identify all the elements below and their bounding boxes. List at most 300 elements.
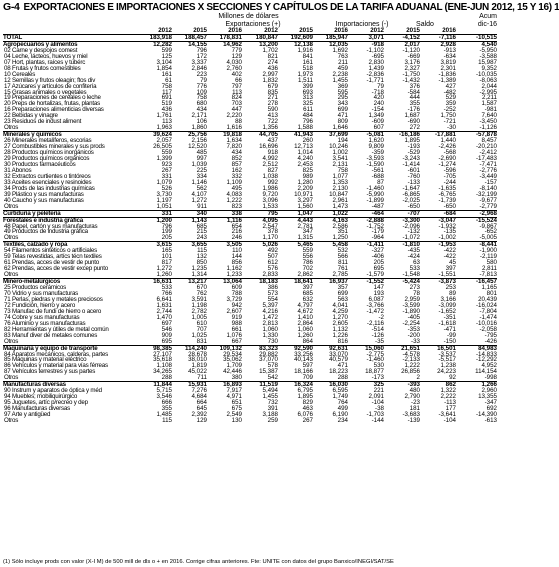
cell-value: -721 [443, 118, 456, 126]
cell-value: -17,483 [476, 155, 497, 163]
row-label: 39 Plástico y sus manufacturas [4, 190, 84, 198]
row-label: 22 Bebidas y vinagre [4, 112, 58, 120]
cell-value: 573 [267, 289, 278, 297]
cell-value: 2,862 [297, 271, 313, 279]
cell-value: 21,651 [384, 345, 420, 351]
cell-value: -8,140 [479, 184, 497, 192]
cell-value: -135 [443, 228, 456, 236]
cell-value: -3,047 [420, 217, 456, 223]
cell-value: 234 [337, 417, 348, 424]
cell-value: 850 [196, 259, 207, 267]
cell-value: -157 [484, 178, 497, 186]
cell-value: -3,766 [366, 301, 384, 309]
cell-value: -695 [371, 52, 384, 60]
cell-value: -405 [407, 313, 420, 321]
cell-value: 5,715 [156, 387, 172, 395]
cell-value: -3,243 [402, 155, 420, 163]
cell-value: -5,517 [438, 356, 456, 364]
cell-value: 177 [445, 405, 456, 413]
cell-value: 664 [196, 399, 207, 407]
cell-value: 130 [231, 417, 242, 424]
cell-value: 6,595 [332, 387, 348, 395]
cell-value: 351 [337, 228, 348, 236]
cell-value: -1,899 [366, 196, 384, 204]
cell-value: 83,323 [242, 345, 278, 351]
cell-value: 6,190 [332, 411, 348, 419]
cell-value: 2,813 [262, 319, 278, 327]
row-label: 74 Cobre y sus manufacturas [4, 313, 80, 321]
cell-value: 492 [267, 247, 278, 255]
row-label: 34 Prods de las industrias químicas [4, 184, 95, 192]
cell-value: 1,692 [332, 46, 348, 54]
cell-value: 1,060 [262, 325, 278, 333]
cell-value: 471 [337, 362, 348, 370]
cell-value: 809 [337, 118, 348, 126]
cell-value: 1,222 [226, 196, 242, 204]
cell-value: -795 [484, 331, 497, 339]
cell-value: 1,322 [440, 387, 456, 395]
cell-value: 1,014 [297, 149, 313, 157]
cell-value: 862 [420, 382, 456, 388]
year-header: 2012 [370, 27, 384, 34]
cell-value: 129 [196, 417, 207, 424]
cell-value: 66 [235, 76, 242, 84]
cell-value: 1,749 [332, 393, 348, 401]
row-label: 08 Frutas y frutos comestibles [4, 64, 81, 72]
cell-value: 697 [161, 319, 172, 327]
cell-value: 132 [196, 253, 207, 261]
cell-value: 2,512 [262, 160, 278, 168]
cell-value: -1,460 [366, 356, 384, 364]
cell-value: 18,641 [278, 279, 313, 285]
cell-value: 115 [197, 247, 207, 255]
cell-value: -2,096 [402, 222, 420, 230]
cell-value: 14,962 [207, 41, 242, 47]
cell-value: 205 [373, 259, 384, 267]
cell-value: 444 [409, 94, 420, 102]
cell-value: 16,893 [207, 382, 242, 388]
cell-value: 1,025 [191, 331, 207, 339]
cell-value: -2,779 [479, 202, 497, 210]
cell-value: 45 [449, 259, 456, 267]
cell-value: 2,997 [262, 70, 278, 78]
row-label: Otros [4, 374, 19, 382]
cell-value: 180,847 [242, 34, 278, 41]
cell-value: 992 [267, 178, 278, 186]
cell-value: 3,730 [156, 190, 172, 198]
cell-value: 695 [373, 265, 384, 273]
cell-value: 338 [207, 210, 242, 217]
cell-value: 1,973 [297, 70, 313, 78]
cell-value: -104 [371, 399, 384, 407]
row-label: 95 Juguetes, artíc p/recreo y dep [4, 399, 88, 407]
cell-value: 2,222 [440, 393, 456, 401]
cell-value: 147 [373, 284, 384, 292]
cell-value: -426 [484, 337, 497, 345]
cell-value: 2,131 [332, 160, 348, 168]
cell-value: 923 [161, 160, 172, 168]
cell-value: 3,729 [226, 295, 242, 303]
cell-value: 413 [267, 112, 278, 120]
cell-value: 563 [337, 295, 348, 303]
cell-value: 1,986 [262, 184, 278, 192]
cell-value: 376 [409, 82, 420, 90]
cell-value: -2,836 [366, 70, 384, 78]
cell-value: 758 [161, 82, 172, 90]
cell-value: -1,579 [366, 271, 384, 279]
cell-value: 221 [373, 387, 384, 395]
cell-value: 1,455 [332, 76, 348, 84]
cell-value: 856 [231, 259, 242, 267]
cell-value: 334 [196, 172, 207, 180]
cell-value: 599 [161, 46, 172, 54]
cell-value: 1,280 [297, 178, 313, 186]
cell-value: 703 [231, 100, 242, 108]
cell-value: 989 [302, 172, 313, 180]
row-label: 31 Abonos [4, 166, 32, 174]
cell-value: 225 [196, 166, 207, 174]
cell-value: -2,776 [479, 166, 497, 174]
cell-value: 288 [337, 374, 348, 382]
cell-value: -16,457 [456, 279, 497, 285]
cell-value: 113 [232, 88, 242, 96]
cell-value: -1,836 [438, 70, 456, 78]
cell-value: -327 [371, 247, 384, 255]
cell-value: 4,163 [313, 217, 348, 223]
cell-value: 2,017 [384, 41, 420, 47]
cell-value: 20,439 [478, 295, 497, 303]
row-label: 10 Cereales [4, 70, 36, 78]
cell-value: -244 [443, 178, 456, 186]
row-label: 16 Preparaciones alimenticias diversas [4, 106, 104, 114]
cell-value: 45,022 [188, 368, 207, 376]
cell-value: 313 [302, 94, 313, 102]
cell-value: 1,761 [156, 112, 172, 120]
cell-value: 788 [231, 289, 242, 297]
cell-value: 1,162 [226, 265, 242, 273]
row-label: 96 Manufacturas diversas [4, 405, 71, 413]
cell-value: 161 [161, 70, 172, 78]
cell-value: 1,916 [297, 46, 313, 54]
cell-value: -718 [371, 88, 384, 96]
cell-value: 1,272 [156, 265, 172, 273]
cell-value: 183,918 [134, 34, 172, 41]
cell-value: 595 [337, 88, 348, 96]
cell-value: -6,765 [438, 190, 456, 198]
cell-value: 7,276 [191, 387, 207, 395]
cell-value: 4,540 [456, 41, 497, 47]
cell-value: 1,002 [332, 149, 348, 157]
cell-value: -347 [484, 399, 497, 407]
cell-value: 165 [161, 247, 172, 255]
cell-value: 378 [267, 228, 278, 236]
cell-value: 2,782 [191, 307, 207, 315]
cell-value: 331 [134, 210, 172, 217]
acum-col-header: dic-16 [477, 21, 497, 28]
cell-value: 44,705 [242, 132, 278, 138]
cell-value: 359 [445, 100, 456, 108]
row-label: 54 Filamentos sintéticos o artificiales [4, 247, 97, 255]
cell-value: -913 [443, 46, 456, 54]
cell-value: -1,389 [438, 76, 456, 84]
cell-value: 325 [348, 382, 384, 388]
cell-value: 779 [231, 46, 242, 54]
cell-value: 692 [486, 405, 497, 413]
cell-value: -9,867 [479, 222, 497, 230]
cell-value: 2,044 [481, 82, 497, 90]
cell-value: 1,314 [191, 271, 207, 279]
cell-value: 762 [196, 289, 207, 297]
cell-value: 824 [231, 94, 242, 102]
cell-value: -2,426 [438, 143, 456, 151]
cell-value: 761 [337, 265, 348, 273]
cell-value: 162 [231, 166, 242, 174]
cell-value: 2,846 [191, 64, 207, 72]
cell-value: -113 [444, 399, 456, 407]
cell-value: 16,030 [313, 382, 348, 388]
row-label: Maquinaria y equipo de transporte [3, 345, 134, 351]
cell-value: -422 [443, 253, 456, 261]
cell-value: 841 [302, 52, 313, 60]
cell-value: 4,797 [297, 301, 313, 309]
cell-value: 2,549 [226, 411, 242, 419]
cell-value: 29,534 [223, 350, 242, 358]
cell-value: 797 [231, 82, 242, 90]
cell-value: 763 [337, 52, 348, 60]
table-row [3, 418, 497, 424]
cell-value: 223 [196, 70, 207, 78]
cell-value: 1,860 [191, 124, 207, 132]
row-label: 40 Caucho y sus manufacturas [4, 196, 84, 204]
cell-value: -2,775 [366, 350, 384, 358]
cell-value: 530 [373, 362, 384, 370]
cell-value: 4,107 [191, 190, 207, 198]
table-body [3, 28, 497, 424]
cell-value: 666 [161, 399, 172, 407]
footnote: (1) Sólo incluye prods con valor (X-I M) de 500 mill de dls o + en 2016. Corrige cifras anteriores. Fte: UNITE con datos del grupo Banxico/INEGI/SAT/SE [3, 559, 394, 565]
cell-value: -32,199 [476, 190, 497, 198]
cell-value: 459 [337, 64, 348, 72]
cell-value: 911 [197, 202, 207, 210]
cell-value: -176 [407, 106, 420, 114]
cell-value: 420 [373, 94, 384, 102]
cell-value: -133 [407, 178, 420, 186]
cell-value: -1,460 [366, 184, 384, 192]
row-label: 71 Perlas, piedras y metales preciosos [4, 295, 103, 303]
cell-value: -1,618 [438, 319, 456, 327]
cell-value: -650 [443, 202, 456, 210]
row-label: 97 Arte y antigüed [4, 411, 51, 419]
row-label: 76 Aluminio y sus manufacturas [4, 319, 86, 327]
cell-value: -4,152 [384, 34, 420, 41]
row-label: 15 Grasas animales o vegetales [4, 88, 87, 96]
cell-value: -33 [411, 337, 420, 345]
cell-value: 796 [161, 222, 172, 230]
cell-value: -173 [371, 374, 384, 382]
cell-value: 566 [337, 253, 348, 261]
cell-value: 288 [161, 374, 172, 382]
cell-value: 402 [231, 70, 242, 78]
cell-value: 3,188 [262, 411, 278, 419]
cell-value: 16,631 [134, 279, 172, 285]
cell-value: -1,072 [402, 234, 420, 242]
cell-value: 113 [162, 118, 172, 126]
row-label: 02 Carne y despojos comest [4, 46, 78, 54]
cell-value: 693 [302, 88, 313, 96]
cell-value: -652 [484, 228, 497, 236]
cell-value: -6,865 [402, 190, 420, 198]
cell-value: -561 [371, 166, 384, 174]
cell-value: -613 [484, 417, 497, 424]
cell-value: 1,116 [207, 217, 242, 223]
cell-value: 12,035 [313, 41, 348, 47]
cell-value: 205 [161, 234, 172, 242]
cell-value: 1,165 [481, 284, 497, 292]
cell-value: -684 [420, 210, 456, 217]
cell-value: 9,352 [481, 64, 497, 72]
row-label: 61 Prendas, acces de vestir de punto [4, 259, 99, 267]
cell-value: -1,953 [420, 242, 456, 248]
cell-value: -17,881 [420, 132, 456, 138]
cell-value: 10,971 [294, 190, 313, 198]
cell-value: 38,010 [188, 356, 207, 364]
cell-value: 4,240 [297, 155, 313, 163]
cell-value: 1,588 [297, 124, 313, 132]
cell-value: 2 [416, 374, 420, 382]
cell-value: 2,811 [481, 265, 497, 273]
cell-value: 864 [302, 337, 313, 345]
row-label: 29 Productos químicos orgánicos [4, 155, 90, 163]
cell-value: 786 [302, 259, 313, 267]
cell-value: 110 [232, 247, 242, 255]
cell-value: 827 [267, 166, 278, 174]
cell-value: -471 [443, 325, 456, 333]
row-label: 86 Vehículos y material para vías férreas [4, 362, 108, 370]
cell-value: 2,156 [191, 137, 207, 145]
cell-value: 6,087 [368, 295, 384, 303]
cell-value: 15,387 [259, 368, 278, 376]
cell-value: 215 [196, 228, 207, 236]
cell-value: 109 [196, 88, 207, 96]
cell-value: 92 [449, 374, 456, 382]
cell-value: 711 [197, 374, 207, 382]
cell-value: 13,064 [207, 279, 242, 285]
cell-value: -918 [348, 41, 384, 47]
cell-value: -30 [447, 124, 456, 132]
cell-value: 817 [161, 259, 172, 267]
cell-value: 546 [161, 325, 172, 333]
cell-value: 399 [302, 82, 313, 90]
cell-value: -964 [371, 234, 384, 242]
cell-value: -3,599 [402, 301, 420, 309]
cell-value: 1,470 [156, 313, 172, 321]
cell-value: 1,895 [404, 137, 420, 145]
row-label: 23 Residuos de indust aliment [4, 118, 82, 126]
cell-value: 117 [162, 88, 172, 96]
cell-value: 732 [267, 399, 278, 407]
total-row [3, 34, 497, 41]
cell-value: 7,917 [226, 387, 242, 395]
cell-value: -200 [407, 331, 420, 339]
cell-value: 691 [161, 94, 172, 102]
cell-value: 612 [267, 259, 278, 267]
cell-value: 1,473 [332, 202, 348, 210]
cell-value: -514 [371, 325, 384, 333]
row-label: 33 Aceites esenciales y resinoides [4, 178, 92, 186]
cell-value: 1,620 [368, 137, 384, 145]
cell-value: 2,864 [297, 319, 313, 327]
cell-value: 129 [231, 52, 242, 60]
cell-value: 699 [337, 106, 348, 114]
year-header: 2012 [264, 27, 278, 34]
row-label: 19 Preparaciones de cereales o leche [4, 94, 101, 102]
cell-value: 2,453 [297, 160, 313, 168]
cell-value: 92,590 [278, 345, 313, 351]
cell-value: -351 [443, 313, 456, 321]
cell-value: 3,505 [207, 242, 242, 248]
cell-value: 397 [302, 284, 313, 292]
cell-value: 355 [161, 405, 172, 413]
cell-value: -5,081 [348, 132, 384, 138]
cell-value: 2,961 [332, 196, 348, 204]
cell-value: 1,222 [404, 362, 420, 370]
cell-value: 1,260 [156, 271, 172, 279]
cell-value: 18,183 [242, 279, 278, 285]
cell-value: -406 [371, 253, 384, 261]
cell-value: -601 [407, 166, 420, 174]
cell-value: -3,593 [366, 155, 384, 163]
cell-value: 2,392 [191, 411, 207, 419]
cell-value: 13,217 [172, 279, 207, 285]
cell-value: -1,703 [366, 411, 384, 419]
cell-value: -584 [407, 88, 420, 96]
cell-value: -104 [443, 417, 456, 424]
cell-value: -3,588 [479, 52, 497, 60]
cell-value: 526 [161, 184, 172, 192]
section-row [3, 210, 497, 217]
cell-value: 7,640 [481, 112, 497, 120]
cell-value: 821 [267, 52, 278, 60]
cell-value: 10,847 [329, 190, 348, 198]
cell-value: 3,655 [172, 242, 207, 248]
cell-value: 2,171 [191, 112, 207, 120]
cell-value: 1,226 [332, 331, 348, 339]
cell-value: 436 [161, 106, 172, 114]
cell-value: -8,441 [456, 242, 497, 248]
cell-value: 2,785 [332, 271, 348, 279]
cell-value: 1,963 [156, 124, 172, 132]
cell-value: -14,390 [476, 411, 497, 419]
row-label: 59 Telas revestidas, artícs técn textiles [4, 253, 102, 261]
cell-value: 29,882 [259, 350, 278, 358]
cell-value: 4,672 [297, 307, 313, 315]
cell-value: 2,830 [368, 58, 384, 66]
cell-value: 193 [373, 289, 384, 297]
cell-value: -12,292 [476, 356, 497, 364]
cell-value: 1,047 [278, 210, 313, 217]
cell-value: 578 [267, 362, 278, 370]
cell-value: 278 [267, 100, 278, 108]
cell-value: 1,038 [262, 172, 278, 180]
cell-value: 796 [302, 118, 313, 126]
cell-value: -1,890 [402, 307, 420, 315]
cell-value: 3,615 [134, 242, 172, 248]
cell-value: 2,238 [332, 70, 348, 78]
cell-value: 2,928 [420, 41, 456, 47]
row-label: Curtiduría y peletería [3, 210, 134, 217]
cell-value: 4,259 [332, 307, 348, 315]
row-label: 28 Productos químicos inorgánicos [4, 149, 94, 157]
